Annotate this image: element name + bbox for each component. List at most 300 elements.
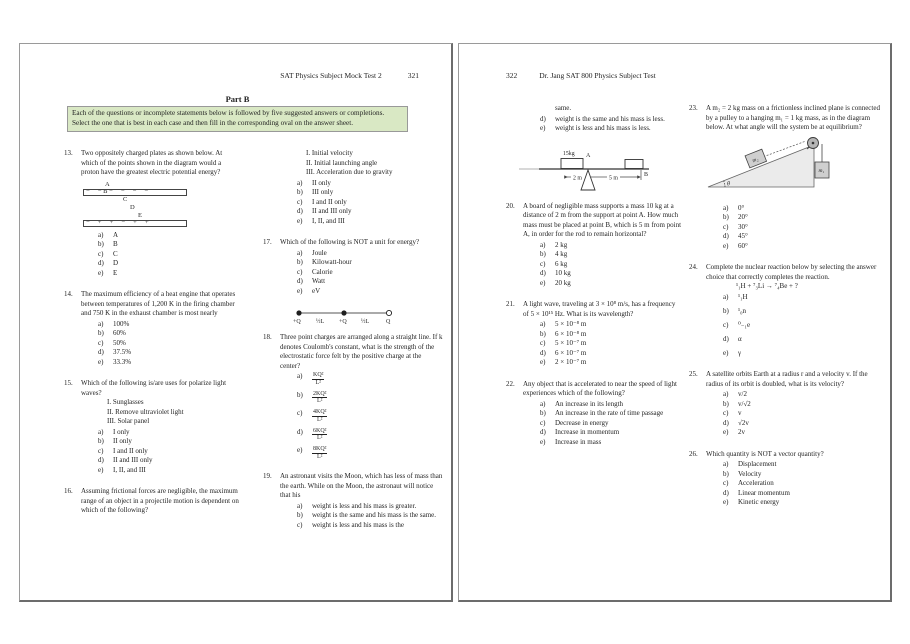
question-25 [689,370,885,438]
option-text: II only [312,178,331,187]
option-letter: a) [723,292,729,301]
answer-option [98,240,240,250]
option-text: 20° [738,213,748,221]
option-letter: d) [540,348,546,357]
question-text: A light wave, traveling at 3 × 10⁸ m/s, has a frequency of 5 × 10¹⁵ Hz. What is its wavelength? [523,300,676,318]
point-d-label: D [130,203,135,211]
option-text: ¹₀n [738,306,747,315]
option-text: Increase in momentum [555,428,620,436]
option-letter: e) [540,124,546,132]
distance-label: ½L [316,319,325,325]
nuclear-reaction-formula: ¹₁H + ⁷₃Li → ⁷₄Be + ? [736,282,798,290]
option-text: weight is the same and his mass is less. [555,114,665,123]
question-23 [689,104,885,251]
option-text: III only [312,188,334,196]
option-letter: d) [540,114,546,123]
option-letter: c) [723,222,729,231]
option-letter: e) [723,348,729,357]
question-20 [506,202,682,289]
option-letter: a) [540,240,546,249]
question-number: 17. [263,238,272,246]
option-letter: b) [297,188,303,196]
answer-option [297,217,443,227]
option-letter: c) [98,446,104,455]
question-14 [64,290,240,367]
option-text: Joule [312,248,327,257]
option-letter: e) [98,465,104,474]
option-text: 20 kg [555,278,571,287]
answer-option [723,242,885,252]
roman-list [306,149,443,178]
option-letter: c) [297,409,303,417]
answer-option [98,329,240,339]
question-number: 16. [64,487,73,495]
question-text: Which quantity is NOT a vector quantity? [706,449,824,458]
fraction: $\frac{\text{4KQ²}}{\text{L²}}$ [313,409,327,423]
pulley-axle [812,141,815,144]
question-17 [263,238,443,296]
question-number: 26. [689,449,698,458]
roman-item: II. Remove ultraviolet light [107,407,184,416]
question-13 [64,149,240,278]
option-text: 45° [738,232,748,240]
answer-option [540,241,682,251]
question-number: 24. [689,263,698,271]
answer-option [297,207,443,217]
answer-option [297,188,443,198]
option-text: II and III only [113,456,153,464]
option-letter: e) [723,428,729,436]
question-15 [64,379,240,475]
option-text: I and II only [113,446,148,455]
point-a-label: A [105,180,110,188]
answer-option [723,232,885,242]
option-letter: e) [297,286,303,295]
running-header-title: SAT Physics Subject Mock Test 2 [280,71,382,80]
option-text: 2v [738,428,745,436]
option-text: B [113,240,118,248]
roman-item: I. Sunglasses [107,398,144,406]
answer-option [723,204,885,214]
options-list [723,293,885,359]
fulcrum-triangle [581,170,595,190]
option-letter: b) [98,240,104,248]
option-text: Velocity [738,469,762,478]
answer-option [297,249,443,259]
option-letter: d) [723,334,729,343]
option-text: 6 × 10⁻⁸ m [555,329,587,338]
option-text: 60% [113,329,126,337]
option-text: Decrease in energy [555,418,609,427]
answer-option [98,428,240,438]
answer-option [723,460,885,470]
option-letter: e) [297,446,303,454]
option-text: v [738,409,742,417]
answer-option [723,419,885,429]
running-header [280,71,419,80]
option-letter: e) [723,241,729,250]
charge-label: +Q [339,319,347,325]
option-text: Linear momentum [738,488,790,497]
question-text: Three point charges are arranged along a straight line. If k denotes Coulomb's constant, what is the strength of the electrostatic force felt by the positive charge at the center? [280,333,443,370]
right-mass-block [625,159,643,168]
question-number: 21. [506,300,515,308]
fraction: $\frac{\text{8KQ²}}{\text{L²}}$ [313,446,327,460]
option-text: Displacement [738,460,777,468]
answer-option [723,223,885,233]
options-list [540,241,682,289]
option-text: 30° [738,222,748,231]
roman-list [107,398,240,427]
option-letter: d) [723,488,729,497]
lever-board-diagram [519,146,682,196]
answer-option [540,428,682,438]
column-left [506,104,682,459]
point-e-label: E [138,211,142,219]
option-text: 50% [113,338,126,347]
answer-option [723,400,885,410]
option-text: D [113,259,119,267]
question-19-continued [506,104,682,134]
answer-option [98,269,240,279]
answer-option [540,330,682,340]
option-letter: c) [540,259,546,268]
question-text: An astronaut visits the Moon, which has less of mass than the earth. While on the Moon, the astronaut will notice that his [280,472,443,499]
option-letter: d) [540,269,546,277]
answer-option [723,213,885,223]
question-text: A m₂ = 2 kg mass on a frictionless inclined plane is connected by a pulley to a hanging m₁ = 1 kg mass, as in the diagram below. At what angle will the system be at equilibrium? [706,104,880,131]
option-text: α [738,334,742,343]
option-text: γ [738,348,742,357]
fraction: $\frac{\text{KQ²}}{\text{L²}}$ [313,372,324,386]
answer-option [98,437,240,447]
answer-option [98,259,240,269]
options-list [297,502,443,531]
option-text: Watt [312,277,326,285]
option-letter: c) [297,267,303,276]
option-text: I, II, and III [113,465,146,474]
m1-label: m₁ [818,167,825,174]
question-number: 14. [64,290,73,298]
question-21 [506,300,682,368]
option-letter: b) [723,469,729,478]
option-text: 6 kg [555,259,568,268]
question-22 [506,380,682,448]
point-a-label: A [586,152,591,159]
page-number: 322 [506,71,518,80]
option-letter: a) [297,248,303,257]
option-letter: d) [540,428,546,436]
question-text: Which of the following is NOT a unit for energy? [280,238,420,246]
option-text: Increase in mass [555,437,602,446]
answer-option [540,279,682,289]
option-text: I only [113,427,130,436]
answer-option [297,446,443,460]
answer-option [723,470,885,480]
answer-option [98,320,240,330]
answer-option [297,391,443,405]
options-list [98,320,240,368]
charge-label: Q [386,319,391,325]
options-list [723,460,885,508]
option-letter: a) [297,501,303,510]
option-letter: a) [540,320,546,328]
option-text: II and III only [312,207,352,215]
answer-option [540,419,682,429]
options-list [297,179,443,227]
option-letter: d) [297,427,303,436]
option-text: weight is less and his mass is the [312,520,404,529]
m2-label: m₂ [751,155,760,164]
option-text: 2 × 10⁻⁷ m [555,358,587,366]
column-left [64,149,240,528]
roman-item: III. Acceleration due to gravity [306,168,393,176]
option-letter: c) [98,249,104,258]
option-text: 60° [738,241,748,250]
page-number: 321 [407,71,419,80]
options-list [98,428,240,476]
option-text: E [113,268,118,277]
options-list [98,231,240,279]
option-letter: b) [98,437,104,445]
option-letter: a) [98,427,104,436]
answer-option [723,349,885,359]
distance-2m-label: 2 m [573,175,582,181]
option-text: 10 kg [555,269,571,277]
inclined-plane-diagram [702,135,885,201]
option-text: 4 kg [555,250,568,258]
option-letter: b) [98,329,104,337]
answer-option [540,358,682,368]
answer-option [540,115,682,125]
option-letter: b) [297,390,303,399]
question-text: A satellite orbits Earth at a radius r and a velocity v. If the radius of its orbit is doubled, what is its velocity? [706,370,868,388]
option-text: 33.3% [113,357,132,366]
mass-label: 15kg [563,150,575,157]
theta-label: θ [727,181,730,187]
answer-option [540,339,682,349]
option-text: v/√2 [738,399,751,408]
option-text: Acceleration [738,479,774,487]
option-text: An increase in its length [555,399,624,408]
answer-option [297,277,443,287]
answer-option [297,511,443,521]
running-header-title: Dr. Jang SAT 800 Physics Subject Test [539,71,656,80]
page-321 [19,43,453,602]
option-text: 100% [113,319,130,328]
option-text: 5 × 10⁻⁷ m [555,339,587,347]
option-text: v/2 [738,390,747,398]
answer-option [98,250,240,260]
option-text: Kilowatt-hour [312,258,352,266]
option-text: 2 kg [555,240,568,249]
option-letter: c) [540,418,546,427]
option-letter: a) [723,460,729,468]
option-text: ¹₁H [738,292,748,301]
answer-option [98,339,240,349]
option-text: weight is less and his mass is less. [555,124,651,132]
options-list [540,320,682,368]
question-text: Two oppositely charged plates as shown below. At which of the points shown in the diagram would a proton have the greatest electric potential energy? [81,149,223,176]
point-b-label: B [644,171,649,178]
option-letter: e) [98,357,104,366]
option-letter: a) [98,319,104,328]
option-letter: e) [297,216,303,225]
option-letter: d) [723,232,729,240]
answer-option [540,409,682,419]
option-letter: e) [723,498,729,506]
answer-option [98,358,240,368]
running-header [506,71,656,80]
distance-5m-label: 5 m [609,175,618,181]
option-letter: b) [297,511,303,519]
question-24 [689,263,885,358]
option-letter: d) [297,207,303,215]
options-list [297,249,443,297]
option-letter: b) [723,399,729,408]
answer-option [98,348,240,358]
point-charges-diagram [291,308,443,329]
option-text: weight is less and his mass is greater. [312,501,417,510]
options-list [540,400,682,448]
column-right [263,149,443,542]
option-letter: b) [540,250,546,258]
column-right [689,104,885,520]
question-number: 25. [689,370,698,378]
answer-option [297,287,443,297]
answer-option [297,409,443,423]
answer-option [297,502,443,512]
top-plate: − − B − − − − [83,189,187,196]
options-list [723,390,885,438]
left-mass-block [561,158,583,168]
option-text: C [113,249,118,258]
options-list [723,204,885,252]
question-number: 22. [506,379,515,388]
options-list [540,115,682,134]
left-charge-dot [296,310,301,315]
option-text: Kinetic energy [738,498,780,506]
option-text: Calorie [312,267,333,276]
question-16 [64,487,240,516]
answer-option [723,479,885,489]
option-text: weight is the same and his mass is the same. [312,511,437,519]
question-number: 18. [263,333,272,341]
answer-option [723,409,885,419]
answer-option [540,124,682,134]
question-number: 19. [263,472,272,480]
option-letter: d) [297,277,303,285]
options-list [297,372,443,460]
roman-item: III. Solar panel [107,417,150,425]
option-letter: e) [540,278,546,287]
question-18 [263,333,443,460]
option-letter: d) [723,418,729,427]
continued-text: same. [555,104,572,112]
option-letter: b) [723,213,729,221]
option-letter: a) [98,230,104,239]
option-letter: e) [540,358,546,366]
option-letter: a) [540,399,546,408]
option-letter: a) [297,178,303,187]
option-letter: c) [297,520,303,529]
question-text: Any object that is accelerated to near the speed of light experiences which of the following? [523,379,677,397]
answer-option [540,269,682,279]
answer-option [540,260,682,270]
page-322 [458,43,892,602]
option-letter: b) [540,409,546,417]
answer-option [540,250,682,260]
question-16-continued [263,149,443,226]
option-letter: d) [98,456,104,464]
option-letter: b) [723,306,729,315]
question-number: 23. [689,104,698,112]
fraction: $\frac{\text{6KQ²}}{\text{L²}}$ [313,427,327,441]
answer-option [540,400,682,410]
option-text: ⁰₋₁e [738,320,751,329]
question-text: Complete the nuclear reaction below by selecting the answer choice that correctly completes the reaction. [706,263,877,281]
option-text: An increase in the rate of time passage [555,409,664,417]
question-number: 15. [64,379,73,387]
instructions-box: Each of the questions or incomplete statements below is followed by five suggested answers or completions. Select the one that is best in each case and then fill in the corresponding oval on the answer sheet. [67,106,408,132]
answer-option [723,335,885,345]
option-letter: a) [723,390,729,398]
answer-option [723,489,885,499]
answer-option [98,231,240,241]
answer-option [723,307,885,317]
option-letter: d) [98,259,104,267]
answer-option [540,349,682,359]
option-letter: a) [297,372,303,380]
answer-option [723,321,885,331]
answer-option [98,466,240,476]
center-charge-dot [341,310,346,315]
answer-option [540,320,682,330]
option-letter: c) [297,197,303,206]
bottom-plate: − + + − + + [83,220,187,227]
question-number: 20. [506,201,515,210]
answer-option [723,390,885,400]
answer-option [98,456,240,466]
answer-option [540,438,682,448]
answer-option [98,447,240,457]
point-c-label: C [123,195,128,203]
question-text: Which of the following is/are uses for polarize light waves? [81,379,227,397]
answer-option [723,293,885,303]
question-number: 13. [64,149,73,157]
question-19 [263,472,443,530]
option-letter: c) [540,339,546,347]
roman-item: I. Initial velocity [306,149,353,157]
option-letter: c) [723,479,729,487]
charge-label: +Q [293,319,301,325]
answer-option [297,521,443,531]
answer-option [723,428,885,438]
question-text: Assuming frictional forces are negligible, the maximum range of an object in a projectile motion is dependent on which of the following? [81,487,239,514]
option-text: I, II, and III [312,216,345,225]
answer-option [297,428,443,442]
right-charge-circle [386,310,391,315]
question-text: The maximum efficiency of a heat engine that operates between temperatures of 1,200 K in the firing chamber and 750 K in the exhaust chamber is most nearly [81,290,236,317]
option-letter: e) [98,268,104,277]
roman-item: II. Initial launching angle [306,158,378,167]
option-letter: c) [98,338,104,347]
option-text: eV [312,286,321,295]
option-letter: c) [723,409,729,417]
answer-option [297,179,443,189]
option-text: 5 × 10⁻⁸ m [555,320,587,328]
answer-option [723,498,885,508]
